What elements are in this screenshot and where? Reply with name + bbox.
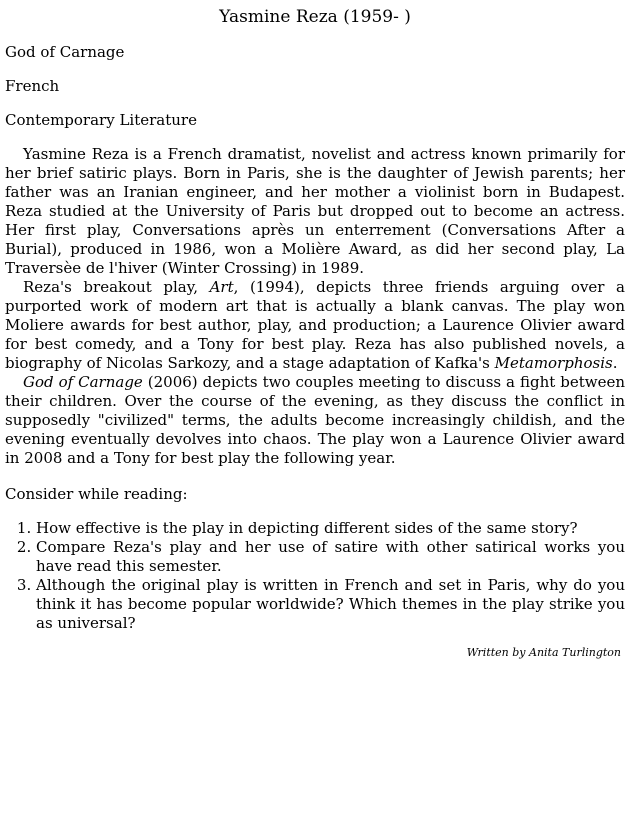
author-credit: Written by Anita Turlington: [466, 646, 621, 659]
art-text-before: Reza's breakout play,: [23, 278, 210, 296]
metamorphosis-title: Metamorphosis: [494, 354, 613, 372]
art-text-middle: , (1994), depicts three friends arguing over a purported work of modern art that is actually a blank canvas. The play won Moliere awards for best author, play, and production; a Laurence Olivier award for best comedy, and a Tony for best play. Reza has also published novels, a biography of Nicolas Sarkozy, and a stage adaptation of Kafka's: [5, 278, 625, 372]
art-text-after: .: [612, 354, 618, 372]
question-item: 3. Although the original play is written in French and set in Paris, why do you think it has become popular worldwide? Which themes in the play strike you as universal?: [36, 576, 625, 633]
question-item: 1. How effective is the play in depicting different sides of the same story?: [36, 519, 625, 538]
art-paragraph: [5, 278, 625, 373]
work-category: Contemporary Literature: [5, 111, 197, 129]
work-language: French: [5, 77, 60, 95]
bio-paragraph: Yasmine Reza is a French dramatist, novelist and actress known primarily for her brief satiric plays. Born in Paris, she is the daughter of Jewish parents; her father was an Iranian engineer, and her mother a violinist born in Budapest. Reza studied at the University of Paris but dropped out to become an actress. Her first play, Conversations après un enterrement (Conversations After a Burial), produced in 1986, won a Molière Award, as did her second play, La Traversèe de l'hiver (Winter Crossing) in 1989.: [5, 145, 625, 277]
question-list: [5, 519, 625, 633]
carnage-paragraph: [5, 373, 625, 468]
carnage-text: (2006) depicts two couples meeting to discuss a fight between their children. Over the course of the evening, as they discuss the conflict in supposedly "civilized" terms, the adults become increasingly childish, and the evening eventually devolves into chaos. The play won a Laurence Olivier award in 2008 and a Tony for best play the following year.: [5, 373, 625, 467]
work-title: God of Carnage: [5, 43, 125, 61]
question-item: 2. Compare Reza's play and her use of satire with other satirical works you have read this semester.: [36, 538, 625, 576]
art-title: Art: [209, 278, 234, 296]
carnage-title: God of Carnage: [23, 373, 143, 391]
consider-heading: Consider while reading:: [5, 485, 188, 503]
page-title: Yasmine Reza (1959- ): [219, 7, 411, 27]
